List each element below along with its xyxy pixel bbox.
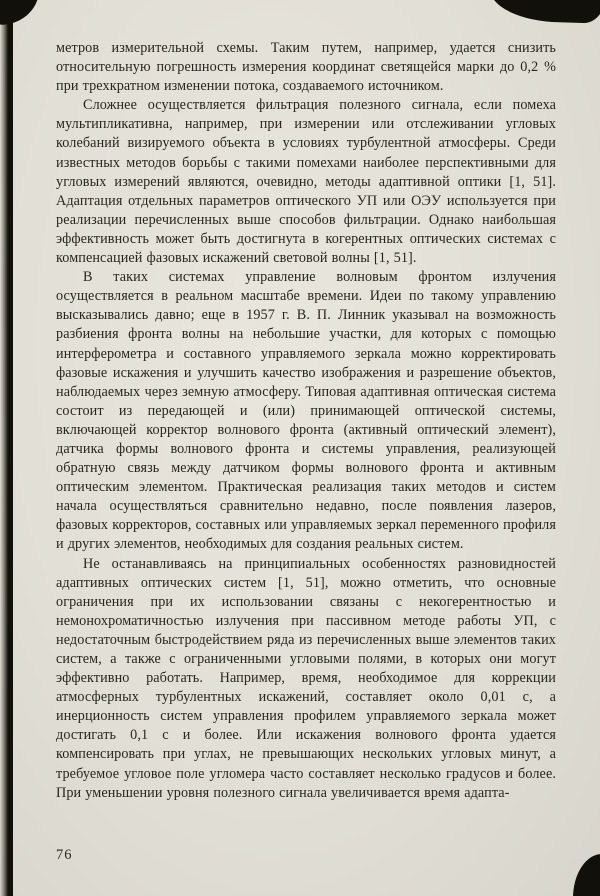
paragraph-continuation: метров измерительной схемы. Таким путем, например, удается снизить относительную погрешность измерения координат светящейся марки до 0,2 % при трехкратном изменении потока, создаваемого источником. bbox=[56, 40, 556, 95]
paragraph: В таких системах управление волновым фронтом излучения осуществляется в реальном масштабе времени. Идеи по такому управлению высказывались давно; еще в 1957 г. В. П. Линник указывал на возможность разбиения фронта волны на небольшие участки, для которых с помощью интерферометра и составного управляемого зеркала можно корректировать фазовые искажения и улучшить качество изображения и разрешение объектов, наблюдаемых через земную атмосферу. Типовая адаптивная оптическая система состоит из передающей и (или) принимающей оптической системы, включающей корректор волнового фронта (активный оптический элемент), датчика формы волнового фронта и системы управления, реализующей обратную связь между датчиком формы волнового фронта и активным оптическим элементом. Практическая реализация таких методов и систем начала осуществляться сравнительно недавно, после появления лазеров, фазовых корректоров, составных или управляемых зеркал переменного профиля и других элементов, необходимых для создания реальных систем. bbox=[56, 269, 556, 553]
scan-artifact-bottom-right bbox=[573, 854, 600, 896]
page-number: 76 bbox=[56, 847, 73, 863]
scan-artifact-top-left bbox=[0, 0, 41, 26]
page-text-block bbox=[56, 39, 556, 803]
scan-artifact-top-right bbox=[490, 0, 600, 23]
scan-artifact-right-edge bbox=[0, 0, 13, 896]
paragraph: Не останавливаясь на принципиальных особенностях разновидностей адаптивных оптических систем [1, 51], можно отметить, что основные ограничения при их использовании связаны с некогерентностью и немонохроматичностью излучения при пассивном методе работы УП, с недостаточным быстродействием ряда из перечисленных выше элементов таких систем, а также с ограниченными угловыми полями, в которых они могут эффективно работать. Например, время, необходимое для коррекции атмосферных турбулентных искажений, составляет около 0,01 с, а инерционность систем управления профилем управляемого зеркала может достигать 0,1 с и более. Или искажения волнового фронта удается компенсировать при углах, не превышающих нескольких угловых минут, а требуемое угловое поле угломера часто составляет несколько градусов и более. При уменьшении уровня полезного сигнала увеличивается время адапта- bbox=[56, 555, 556, 801]
paragraph: Сложнее осуществляется фильтрация полезного сигнала, если помеха мультипликативна, например, при измерении или отслеживании угловых колебаний визируемого объекта в условиях турбулентной атмосферы. Среди известных методов борьбы с такими помехами наиболее перспективными для угловых измерений являются, очевидно, методы адаптивной оптики [1, 51]. Адаптация отдельных параметров оптического УП или ОЭУ используется при реализации перечисленных выше способов фильтрации. Однако наибольшая эффективность может быть достигнута в когерентных оптических системах с компенсацией фазовых искажений световой волны [1, 51]. bbox=[56, 97, 556, 267]
